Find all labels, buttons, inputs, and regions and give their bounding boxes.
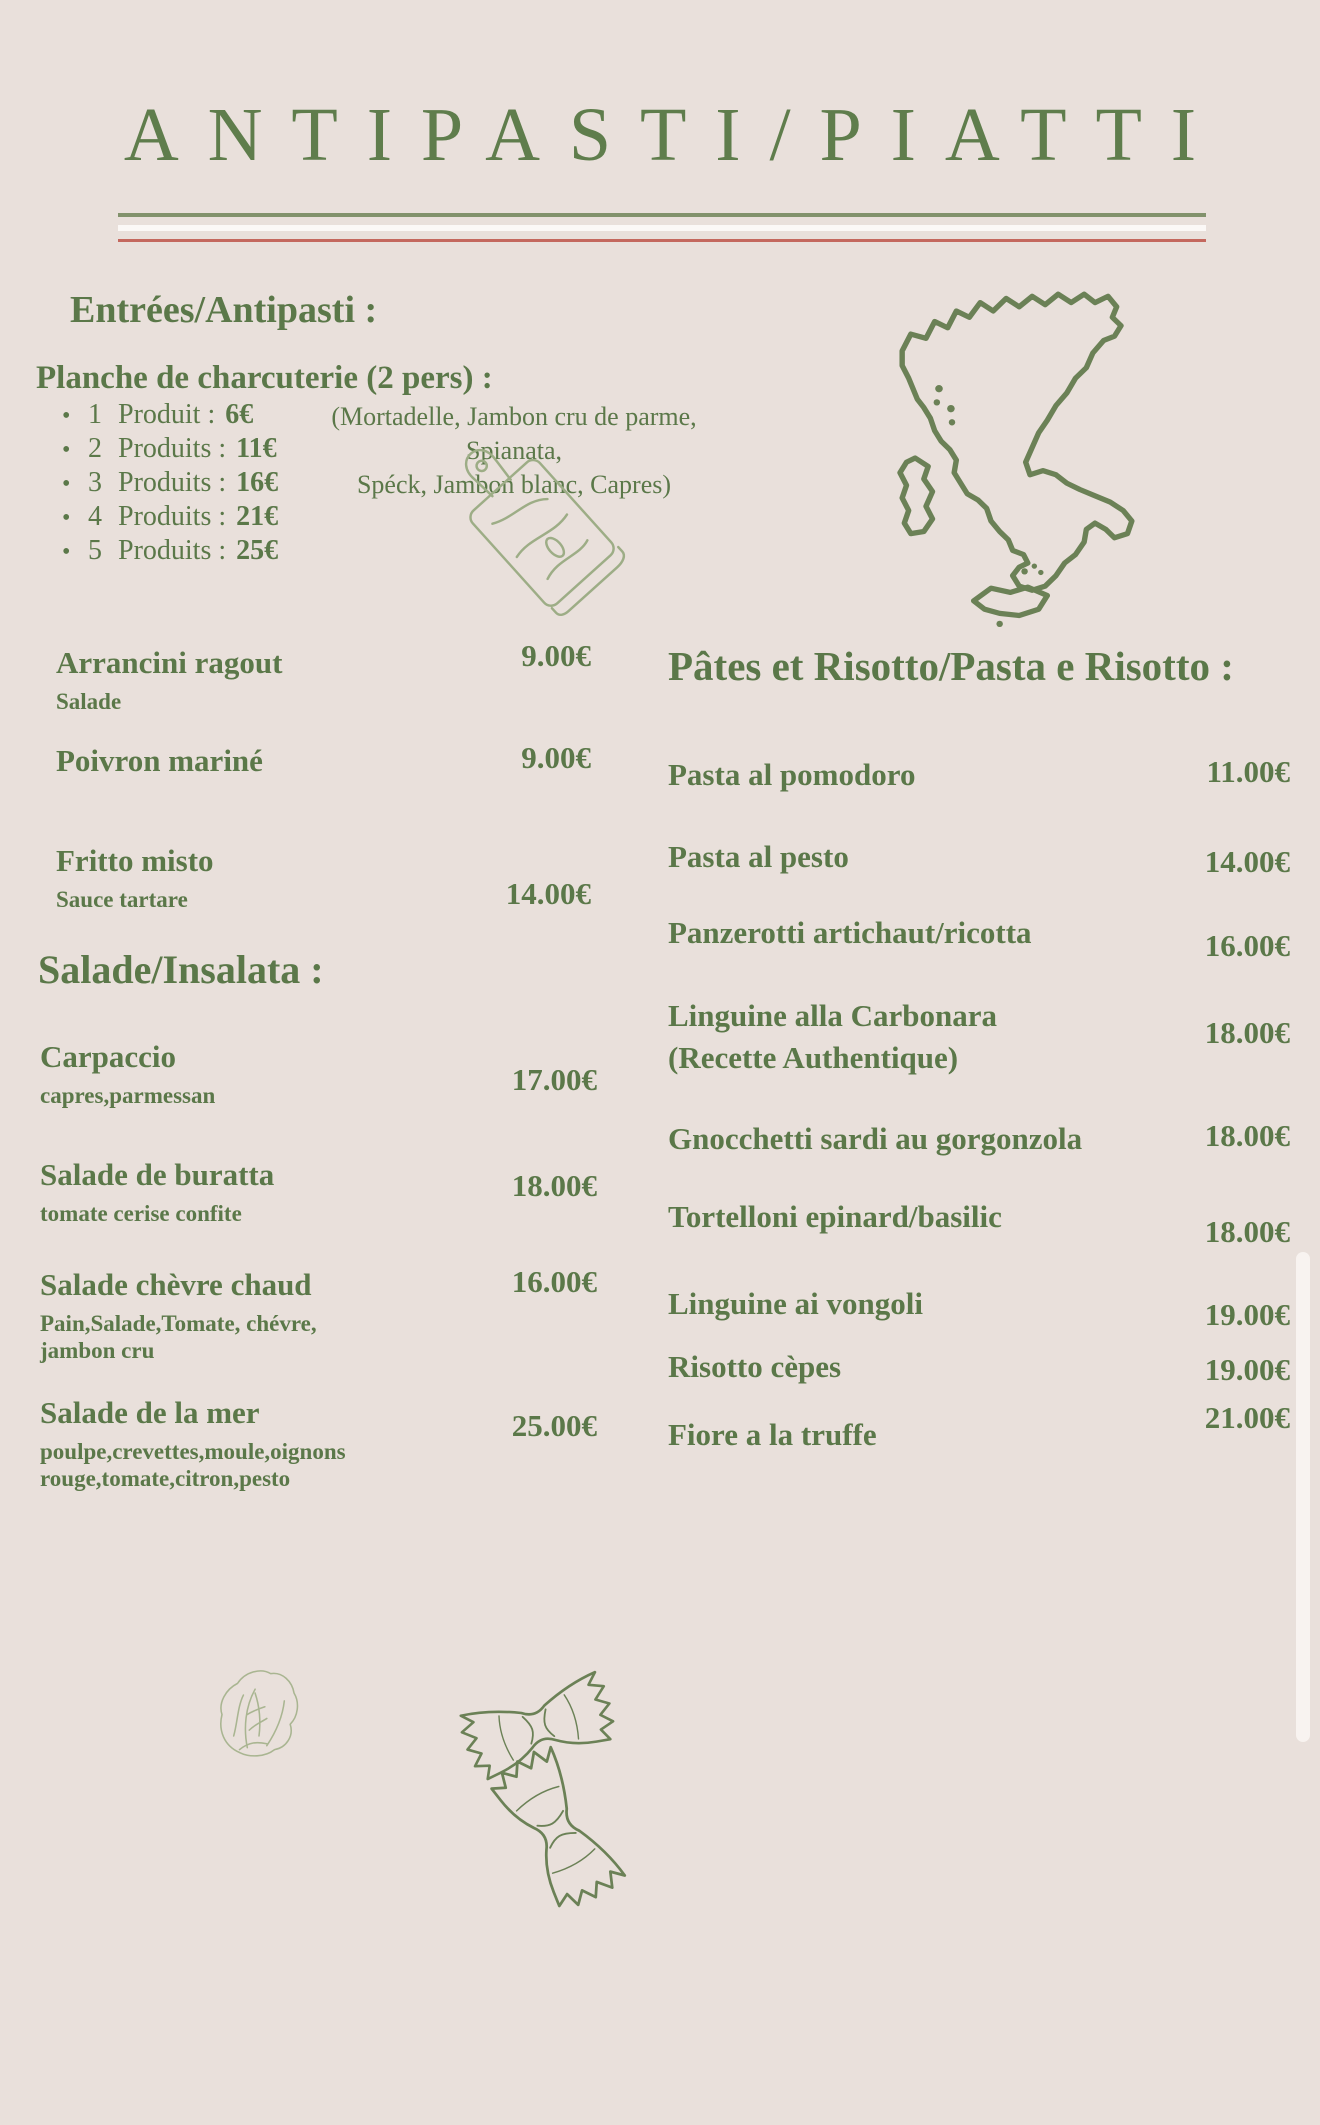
item-name: Fritto misto (56, 843, 214, 878)
charcuterie-option (62, 398, 278, 432)
item-price: 19.00€ (1204, 1297, 1290, 1332)
item-description: poulpe,crevettes,moule,oignons (40, 1438, 346, 1464)
charcuterie-option (62, 500, 278, 534)
bullet-icon: • (62, 471, 71, 497)
item-name: Fiore a la truffe (668, 1417, 877, 1452)
item-name: Carpaccio (40, 1039, 177, 1074)
item-price: 9.00€ (521, 740, 591, 775)
lettuce-icon (210, 1660, 308, 1772)
bullet-icon: • (62, 539, 71, 565)
menu-item (668, 1283, 1290, 1332)
farfalle-pasta-icon (442, 1662, 647, 1914)
menu-item (56, 840, 591, 913)
page-title: ANTIPASTI/PIATTI (123, 93, 1225, 177)
section-heading-pates: Pâtes et Risotto/Pasta e Risotto : (668, 643, 1234, 689)
cutting-board-icon (432, 422, 637, 627)
item-price: 11.00€ (1206, 754, 1290, 789)
bullet-icon: • (62, 437, 71, 463)
item-description: rouge,tomate,citron,pesto (40, 1466, 291, 1492)
item-price: 18.00€ (511, 1168, 597, 1203)
divider-line-red (118, 239, 1206, 242)
item-price: 18.00€ (1204, 1118, 1290, 1153)
option-qty: 1 (88, 399, 102, 430)
option-price: 25€ (236, 535, 279, 566)
menu-item (56, 740, 591, 782)
menu-item (668, 836, 1290, 878)
option-label: Produits : (118, 433, 227, 464)
menu-item (668, 754, 1290, 796)
menu-item (668, 1400, 1290, 1456)
item-price: 21.00€ (1204, 1400, 1290, 1435)
item-description: jambon cru (40, 1338, 155, 1364)
charcuterie-option (62, 432, 278, 466)
bullet-icon: • (62, 505, 71, 531)
divider-line-green (118, 213, 1206, 217)
option-qty: 2 (88, 433, 102, 464)
item-price: 9.00€ (521, 638, 591, 673)
option-label: Produits : (118, 501, 227, 532)
charcuterie-note-line1: (Mortadelle, Jambon cru de parme, Spianata, (331, 402, 697, 465)
item-name: Pasta al pomodoro (668, 757, 916, 792)
item-price: 18.00€ (1204, 1015, 1290, 1050)
item-price: 14.00€ (505, 876, 591, 911)
item-name: Linguine ai vongoli (668, 1286, 923, 1321)
item-name: Gnocchetti sardi au gorgonzola (668, 1121, 1083, 1156)
item-name: Risotto cèpes (668, 1349, 842, 1384)
divider-line-white (118, 225, 1206, 231)
menu-item (40, 1264, 597, 1365)
item-price: 18.00€ (1204, 1214, 1290, 1249)
item-price: 14.00€ (1204, 844, 1290, 879)
option-price: 16€ (236, 467, 279, 498)
bullet-icon: • (62, 403, 71, 429)
item-name: Tortelloni epinard/basilic (668, 1199, 1002, 1234)
option-price: 11€ (236, 433, 277, 464)
item-description: capres,parmessan (40, 1082, 216, 1108)
option-qty: 5 (88, 535, 102, 566)
item-name: Salade de buratta (40, 1157, 275, 1192)
item-price: 17.00€ (511, 1062, 597, 1097)
item-description: tomate cerise confite (40, 1200, 242, 1226)
section-heading-salades: Salade/Insalata : (38, 947, 324, 992)
option-qty: 3 (88, 467, 102, 498)
item-description: Pain,Salade,Tomate, chévre, (40, 1310, 317, 1336)
item-name: Arrancini ragout (56, 645, 283, 680)
option-label: Produits : (118, 535, 227, 566)
menu-item (40, 1036, 597, 1109)
option-price: 21€ (236, 501, 279, 532)
item-description: Sauce tartare (56, 886, 188, 912)
item-name: Salade de la mer (40, 1395, 260, 1430)
menu-item (56, 638, 591, 715)
item-name: Pasta al pesto (668, 839, 849, 874)
item-price: 19.00€ (1204, 1352, 1290, 1387)
option-label: Produit : (118, 399, 216, 430)
item-price: 25.00€ (511, 1408, 597, 1443)
menu-item (668, 1346, 1290, 1388)
menu-item (668, 995, 1290, 1079)
menu-item (668, 912, 1290, 963)
item-name: Salade chèvre chaud (40, 1267, 312, 1302)
italy-map-icon (848, 248, 1173, 626)
item-description: Salade (56, 688, 122, 714)
item-price: 16.00€ (511, 1264, 597, 1299)
charcuterie-option (62, 534, 278, 568)
menu-item (668, 1118, 1290, 1160)
scrollbar-thumb[interactable] (1296, 1252, 1310, 1742)
menu-item (668, 1196, 1290, 1249)
item-name: Linguine alla Carbonara (668, 998, 997, 1033)
option-qty: 4 (88, 501, 102, 532)
charcuterie-title: Planche de charcuterie (2 pers) : (36, 360, 493, 396)
option-price: 6€ (225, 399, 254, 430)
charcuterie-option (62, 466, 278, 500)
item-name-line2: (Recette Authentique) (668, 1039, 959, 1075)
menu-item (40, 1154, 597, 1227)
charcuterie-options-list (62, 398, 278, 568)
option-label: Produits : (118, 467, 227, 498)
charcuterie-note-line2: Spéck, Jambon blanc, Capres) (356, 469, 672, 499)
section-heading-entrees: Entrées/Antipasti : (70, 289, 378, 331)
menu-item (40, 1392, 597, 1493)
item-name: Panzerotti artichaut/ricotta (668, 915, 1032, 950)
item-price: 16.00€ (1204, 928, 1290, 963)
item-name: Poivron mariné (56, 743, 263, 778)
